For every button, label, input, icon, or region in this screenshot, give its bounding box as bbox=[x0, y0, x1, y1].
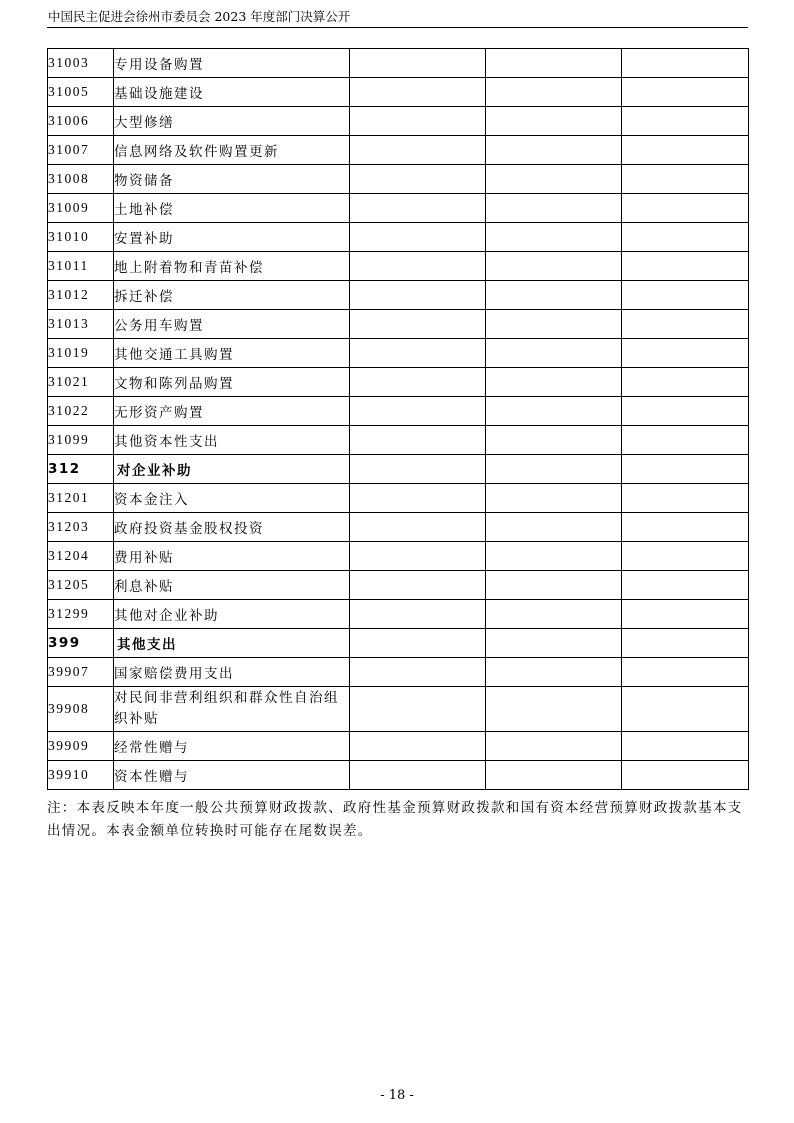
amount-cell bbox=[350, 687, 486, 732]
subject-code-cell: 31011 bbox=[48, 252, 114, 281]
amount-cell bbox=[350, 49, 486, 78]
amount-cell bbox=[486, 136, 622, 165]
table-group-row bbox=[48, 455, 749, 484]
table-row bbox=[48, 732, 749, 761]
subject-name-cell: 费用补贴 bbox=[114, 542, 350, 571]
subject-name-cell: 资本性赠与 bbox=[114, 761, 350, 790]
amount-cell bbox=[486, 732, 622, 761]
subject-code-cell: 31010 bbox=[48, 223, 114, 252]
header-rule bbox=[47, 27, 748, 28]
subject-code-cell: 31005 bbox=[48, 78, 114, 107]
amount-cell bbox=[350, 732, 486, 761]
table-row bbox=[48, 78, 749, 107]
table-row bbox=[48, 165, 749, 194]
subject-code-cell: 39908 bbox=[48, 687, 114, 732]
amount-cell bbox=[486, 426, 622, 455]
amount-cell bbox=[622, 658, 749, 687]
amount-cell bbox=[350, 252, 486, 281]
amount-cell bbox=[622, 732, 749, 761]
amount-cell bbox=[486, 252, 622, 281]
subject-name-cell: 物资储备 bbox=[114, 165, 350, 194]
amount-cell bbox=[350, 78, 486, 107]
table-row bbox=[48, 571, 749, 600]
amount-cell bbox=[486, 513, 622, 542]
amount-cell bbox=[350, 761, 486, 790]
table-note: 注：本表反映本年度一般公共预算财政拨款、政府性基金预算财政拨款和国有资本经营预算财政拨款基本支出情况。本表金额单位转换时可能存在尾数误差。 bbox=[47, 800, 743, 839]
subject-name-cell: 利息补贴 bbox=[114, 571, 350, 600]
subject-name-cell: 地上附着物和青苗补偿 bbox=[114, 252, 350, 281]
amount-cell bbox=[486, 542, 622, 571]
subject-code-cell: 31022 bbox=[48, 397, 114, 426]
amount-cell bbox=[486, 455, 622, 484]
subject-name-cell: 政府投资基金股权投资 bbox=[114, 513, 350, 542]
amount-cell bbox=[486, 165, 622, 194]
amount-cell bbox=[622, 600, 749, 629]
subject-name-cell: 信息网络及软件购置更新 bbox=[114, 136, 350, 165]
table-row bbox=[48, 223, 749, 252]
subject-code-cell: 39910 bbox=[48, 761, 114, 790]
subject-code-cell: 31099 bbox=[48, 426, 114, 455]
amount-cell bbox=[350, 484, 486, 513]
amount-cell bbox=[350, 107, 486, 136]
subject-code-cell: 31204 bbox=[48, 542, 114, 571]
subject-code-cell: 31008 bbox=[48, 165, 114, 194]
amount-cell bbox=[486, 281, 622, 310]
amount-cell bbox=[622, 223, 749, 252]
amount-cell bbox=[622, 571, 749, 600]
table-row bbox=[48, 397, 749, 426]
subject-name-cell: 国家赔偿费用支出 bbox=[114, 658, 350, 687]
subject-name-cell: 对企业补助 bbox=[114, 455, 350, 484]
subject-name-cell: 其他资本性支出 bbox=[114, 426, 350, 455]
page-header: 中国民主促进会徐州市委员会 2023 年度部门决算公开 bbox=[48, 9, 351, 24]
subject-name-cell: 对民间非营利组织和群众性自治组织补贴 bbox=[114, 687, 350, 732]
subject-code-cell: 31007 bbox=[48, 136, 114, 165]
amount-cell bbox=[350, 194, 486, 223]
amount-cell bbox=[350, 600, 486, 629]
amount-cell bbox=[486, 484, 622, 513]
amount-cell bbox=[622, 339, 749, 368]
amount-cell bbox=[350, 165, 486, 194]
table-row bbox=[48, 426, 749, 455]
subject-code-cell: 31201 bbox=[48, 484, 114, 513]
table-row bbox=[48, 513, 749, 542]
subject-name-cell: 专用设备购置 bbox=[114, 49, 350, 78]
amount-cell bbox=[486, 223, 622, 252]
amount-cell bbox=[350, 571, 486, 600]
amount-cell bbox=[622, 78, 749, 107]
table-body bbox=[48, 49, 749, 790]
amount-cell bbox=[622, 629, 749, 658]
amount-cell bbox=[350, 223, 486, 252]
amount-cell bbox=[350, 658, 486, 687]
subject-name-cell: 基础设施建设 bbox=[114, 78, 350, 107]
amount-cell bbox=[622, 397, 749, 426]
table-row bbox=[48, 136, 749, 165]
amount-cell bbox=[350, 136, 486, 165]
amount-cell bbox=[622, 542, 749, 571]
amount-cell bbox=[350, 426, 486, 455]
amount-cell bbox=[350, 281, 486, 310]
subject-name-cell: 其他对企业补助 bbox=[114, 600, 350, 629]
amount-cell bbox=[486, 194, 622, 223]
subject-code-cell: 39909 bbox=[48, 732, 114, 761]
page-number: - 18 - bbox=[380, 1088, 414, 1103]
subject-name-cell: 大型修缮 bbox=[114, 107, 350, 136]
table-row bbox=[48, 107, 749, 136]
table-group-row bbox=[48, 629, 749, 658]
amount-cell bbox=[486, 600, 622, 629]
amount-cell bbox=[486, 397, 622, 426]
subject-code-cell: 31205 bbox=[48, 571, 114, 600]
table-row bbox=[48, 484, 749, 513]
amount-cell bbox=[622, 513, 749, 542]
subject-code-cell: 312 bbox=[48, 455, 114, 484]
subject-name-cell: 其他支出 bbox=[114, 629, 350, 658]
amount-cell bbox=[350, 629, 486, 658]
subject-name-cell: 文物和陈列品购置 bbox=[114, 368, 350, 397]
table-row bbox=[48, 49, 749, 78]
table-row bbox=[48, 761, 749, 790]
amount-cell bbox=[486, 629, 622, 658]
amount-cell bbox=[622, 426, 749, 455]
subject-code-cell: 31003 bbox=[48, 49, 114, 78]
subject-code-cell: 31006 bbox=[48, 107, 114, 136]
table-row bbox=[48, 281, 749, 310]
amount-cell bbox=[622, 281, 749, 310]
amount-cell bbox=[486, 368, 622, 397]
amount-cell bbox=[350, 513, 486, 542]
amount-cell bbox=[486, 687, 622, 732]
table-row bbox=[48, 600, 749, 629]
amount-cell bbox=[622, 687, 749, 732]
subject-name-cell: 经常性赠与 bbox=[114, 732, 350, 761]
amount-cell bbox=[350, 310, 486, 339]
subject-name-cell: 其他交通工具购置 bbox=[114, 339, 350, 368]
subject-name-cell: 无形资产购置 bbox=[114, 397, 350, 426]
amount-cell bbox=[350, 542, 486, 571]
subject-name-cell: 拆迁补偿 bbox=[114, 281, 350, 310]
amount-cell bbox=[486, 49, 622, 78]
amount-cell bbox=[622, 165, 749, 194]
subject-name-cell: 安置补助 bbox=[114, 223, 350, 252]
amount-cell bbox=[622, 49, 749, 78]
subject-name-cell: 资本金注入 bbox=[114, 484, 350, 513]
subject-code-cell: 31019 bbox=[48, 339, 114, 368]
amount-cell bbox=[622, 310, 749, 339]
amount-cell bbox=[622, 484, 749, 513]
amount-cell bbox=[350, 368, 486, 397]
table-row bbox=[48, 368, 749, 397]
amount-cell bbox=[486, 658, 622, 687]
subject-code-cell: 39907 bbox=[48, 658, 114, 687]
amount-cell bbox=[486, 761, 622, 790]
amount-cell bbox=[350, 397, 486, 426]
amount-cell bbox=[486, 571, 622, 600]
amount-cell bbox=[350, 339, 486, 368]
amount-cell bbox=[622, 252, 749, 281]
table-row bbox=[48, 252, 749, 281]
amount-cell bbox=[622, 761, 749, 790]
subject-code-cell: 31021 bbox=[48, 368, 114, 397]
amount-cell bbox=[486, 339, 622, 368]
amount-cell bbox=[622, 107, 749, 136]
amount-cell bbox=[486, 310, 622, 339]
amount-cell bbox=[350, 455, 486, 484]
table-row bbox=[48, 310, 749, 339]
subject-name-cell: 土地补偿 bbox=[114, 194, 350, 223]
subject-code-cell: 31203 bbox=[48, 513, 114, 542]
expenditure-table bbox=[47, 48, 749, 790]
subject-code-cell: 31013 bbox=[48, 310, 114, 339]
amount-cell bbox=[622, 136, 749, 165]
subject-code-cell: 31012 bbox=[48, 281, 114, 310]
subject-name-cell: 公务用车购置 bbox=[114, 310, 350, 339]
amount-cell bbox=[622, 194, 749, 223]
amount-cell bbox=[622, 368, 749, 397]
amount-cell bbox=[486, 107, 622, 136]
table-row bbox=[48, 194, 749, 223]
table-row bbox=[48, 687, 749, 732]
subject-code-cell: 31009 bbox=[48, 194, 114, 223]
table-row bbox=[48, 658, 749, 687]
amount-cell bbox=[622, 455, 749, 484]
amount-cell bbox=[486, 78, 622, 107]
table-row bbox=[48, 542, 749, 571]
table-row bbox=[48, 339, 749, 368]
subject-code-cell: 31299 bbox=[48, 600, 114, 629]
subject-code-cell: 399 bbox=[48, 629, 114, 658]
